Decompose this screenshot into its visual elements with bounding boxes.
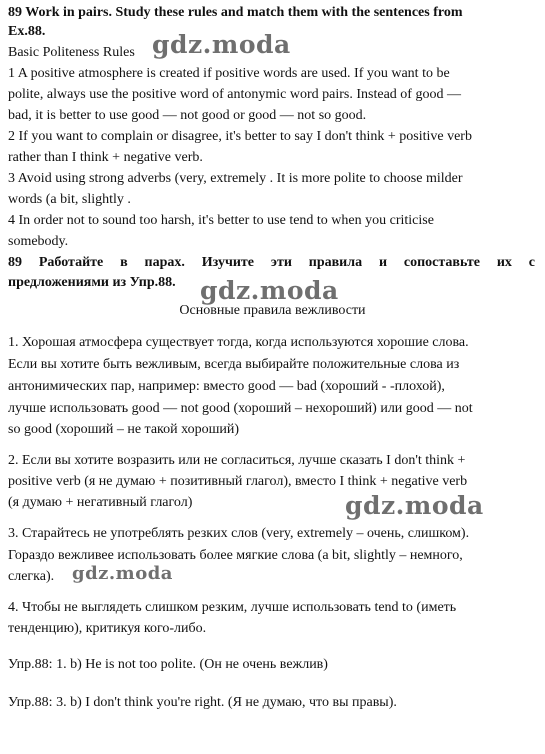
watermark-logo: gdz.moda: [72, 563, 173, 584]
heading-word: и: [378, 255, 388, 270]
rules-title-ru: Основные правила вежливости: [179, 303, 366, 318]
rule-3-line-1: 3 Avoid using strong adverbs (very, extremely . It is more polite to choose milder: [8, 171, 463, 186]
rule-2-ru-line-1: 2. Если вы хотите возразить или не согласиться, лучше сказать I don't think +: [8, 453, 466, 468]
watermark-logo: gdz.moda: [345, 491, 484, 520]
watermark-logo: gdz.moda: [152, 30, 291, 59]
exercise-heading-ru: [8, 252, 535, 273]
rule-1-line-1: 1 A positive atmosphere is created if positive words are used. If you want to be: [8, 66, 450, 81]
rule-3-line-2: words (a bit, slightly .: [8, 192, 131, 207]
rule-4-ru-line-1: 4. Чтобы не выглядеть слишком резким, лучше использовать tend to (иметь: [8, 600, 457, 615]
rule-2-line-2: rather than I think + negative verb.: [8, 150, 203, 165]
heading-word: в: [120, 255, 128, 270]
rule-4-ru-line-2: тенденцию), критикуя кого-либо.: [8, 621, 207, 636]
rule-2-ru-line-2: positive verb (я не думаю + позитивный глагол), вместо I think + negative verb: [8, 474, 468, 489]
heading-word: Работайте: [38, 255, 104, 270]
rule-1-line-3: bad, it is better to use good — not good or good — not so good.: [8, 108, 367, 123]
heading-word: Изучите: [201, 255, 255, 270]
rule-3-ru-line-3: слегка).: [8, 569, 55, 584]
rule-1-ru-line-5: so good (хороший – не такой хороший): [8, 422, 240, 437]
rule-4-line-2: somebody.: [8, 234, 69, 249]
rule-1-ru-line-2: Если вы хотите быть вежливым, всегда выбирайте положительные слова из: [8, 357, 460, 372]
heading-word: парах.: [144, 255, 185, 270]
answer-1: Упр.88: 1. b) He is not too polite. (Он не очень вежлив): [8, 657, 328, 672]
rule-3-ru-line-1: 3. Старайтесь не употреблять резких слов (very, extremely – очень, слишком).: [8, 526, 470, 541]
heading-word: правила: [308, 255, 363, 270]
rule-2-line-1: 2 If you want to complain or disagree, it's better to say I don't think + positive verb: [8, 129, 472, 144]
heading-word: их: [496, 255, 512, 270]
answer-2: Упр.88: 3. b) I don't think you're right. (Я не думаю, что вы правы).: [8, 695, 397, 710]
rule-1-ru-line-3: антонимических пар, например: вместо good — bad (хороший - -плохой),: [8, 379, 445, 394]
rule-1-line-2: polite, always use the positive word of antonymic word pairs. Instead of good —: [8, 87, 461, 102]
watermark-logo: gdz.moda: [200, 276, 339, 305]
exercise-heading-ru-cont: предложениями из Упр.88.: [8, 275, 176, 290]
exercise-heading-en: 89 Work in pairs. Study these rules and match them with the sentences from: [8, 5, 463, 20]
heading-word: сопоставьте: [403, 255, 480, 270]
rule-1-ru-line-4: лучше использовать good — not good (хороший – нехороший) или good — not: [8, 401, 473, 416]
rule-2-ru-line-3: (я думаю + негативный глагол): [8, 495, 193, 510]
exercise-heading-en-cont: Ex.88.: [8, 24, 46, 39]
heading-word: эти: [270, 255, 292, 270]
rule-4-line-1: 4 In order not to sound too harsh, it's better to use tend to when you criticise: [8, 213, 434, 228]
heading-word: с: [528, 255, 535, 270]
rules-title-en: Basic Politeness Rules: [8, 45, 135, 60]
rule-1-ru-line-1: 1. Хорошая атмосфера существует тогда, когда используются хорошие слова.: [8, 335, 469, 350]
heading-word: 89: [8, 255, 22, 270]
rule-3-ru-line-2: Гораздо вежливее использовать более мягкие слова (a bit, slightly – немного,: [8, 548, 463, 563]
